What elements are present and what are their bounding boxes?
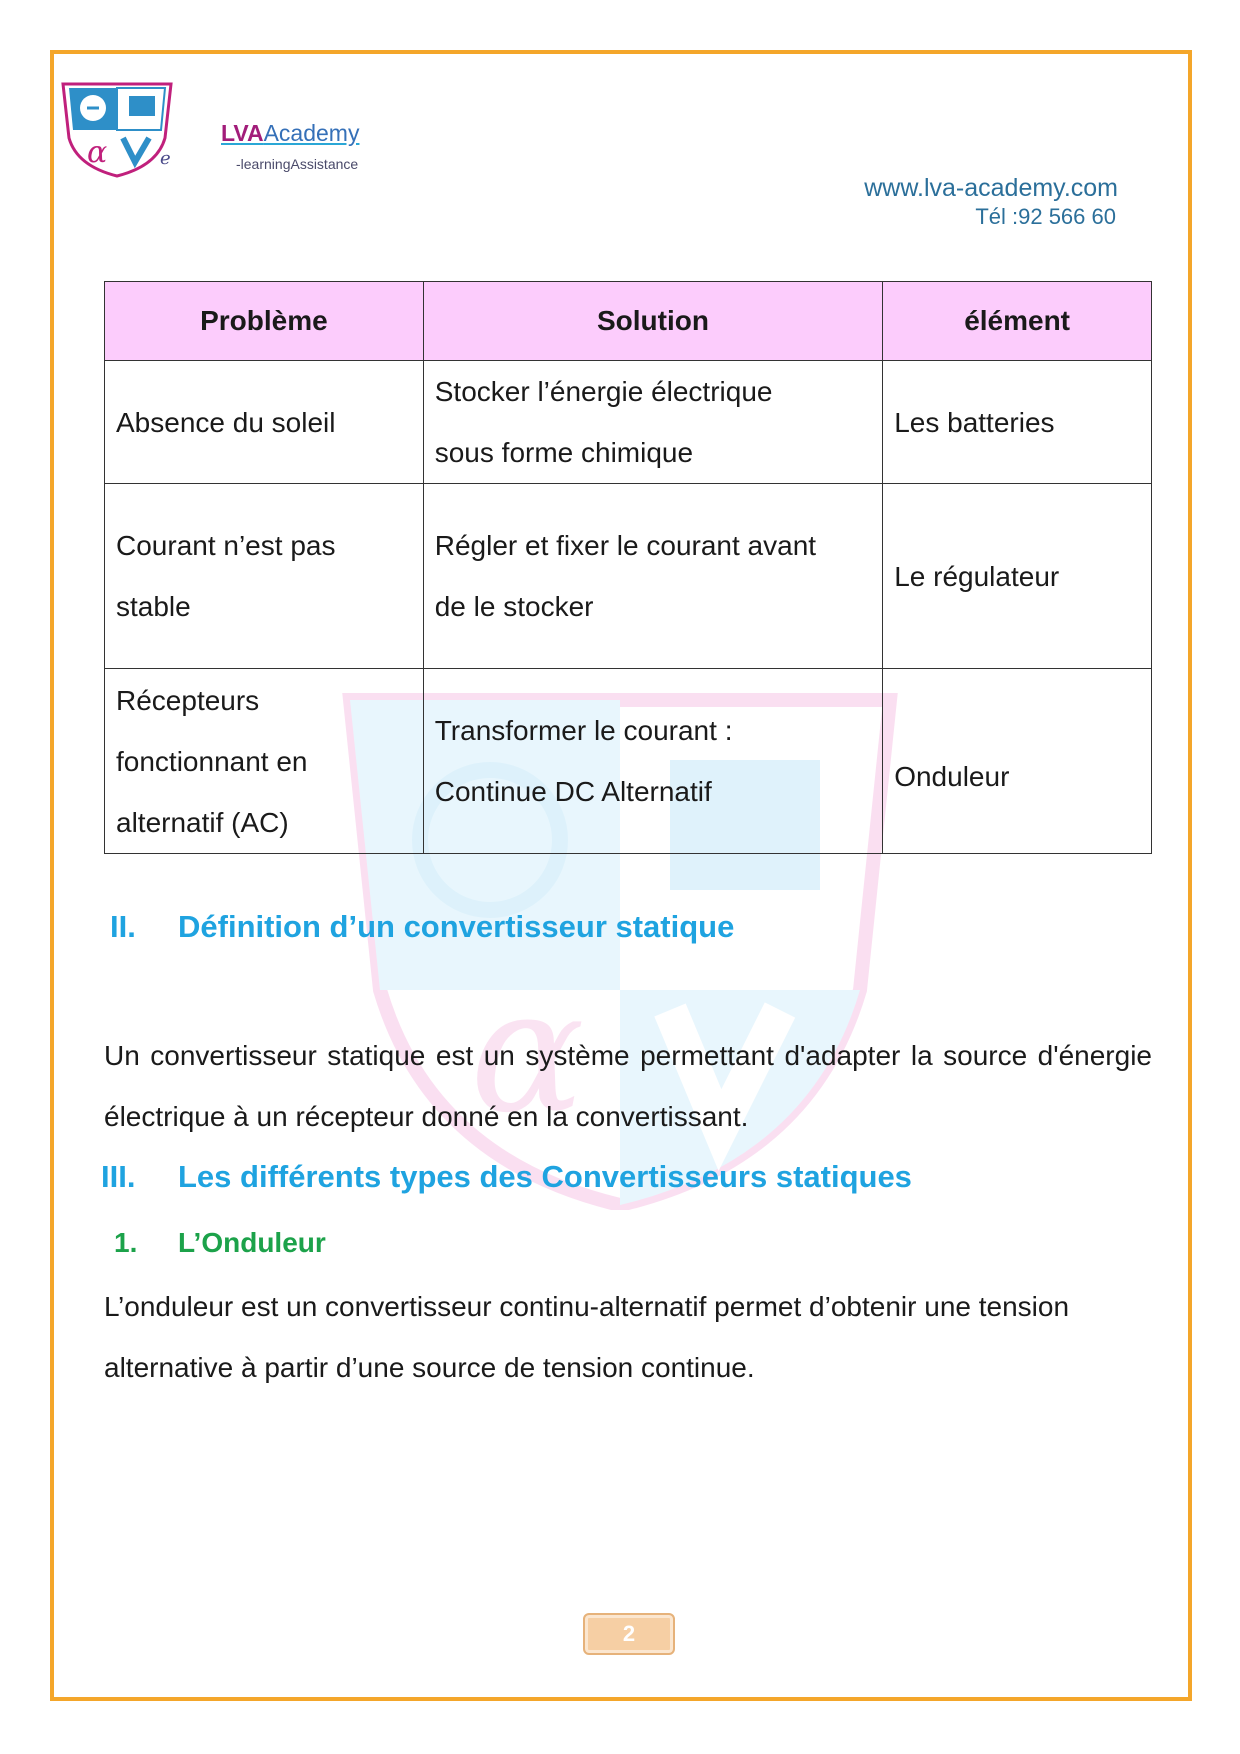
phone-number: Tél :92 566 60: [975, 204, 1116, 229]
table-cell-element: [883, 484, 1152, 669]
table-cell-probleme: [105, 361, 424, 484]
table-cell-solution: [423, 484, 882, 669]
section-title: Définition d’un convertisseur statique: [178, 909, 735, 944]
table-cell-element: [883, 669, 1152, 854]
page-number-badge: 2: [583, 1613, 675, 1655]
table-cell-solution: [423, 669, 882, 854]
onduleur-paragraph: L’onduleur est un convertisseur continu-alternatif permet d’obtenir une tension alternative à partir d’une source de tension continue.: [104, 1291, 1070, 1383]
cell-line: fonctionnant en: [116, 745, 308, 777]
svg-text:α: α: [87, 135, 108, 170]
cell-line: Les batteries: [894, 406, 1055, 438]
table-header-row: [105, 282, 1152, 361]
cell-line: Absence du soleil: [116, 406, 336, 438]
table-row: [105, 669, 1152, 854]
section-ii-paragraph: Un convertisseur statique est un système permettant d'adapter la source d'énergie électrique à un récepteur donné en la convertissant.: [104, 1040, 1152, 1132]
problem-solution-table: [104, 281, 1152, 854]
cell-line: Récepteurs: [116, 684, 260, 716]
table-cell-probleme: [105, 669, 424, 854]
lva-shield-logo: [57, 78, 177, 178]
cell-line: Régler et fixer le courant avant: [434, 530, 817, 561]
brand-name[interactable]: [221, 120, 359, 147]
section-title: Les différents types des Convertisseurs statiques: [178, 1159, 912, 1194]
section-number: II.: [110, 909, 136, 944]
brand-academy: Academy: [263, 120, 360, 146]
cell-line: Onduleur: [894, 760, 1010, 792]
cell-line: Continue DC Alternatif: [434, 776, 712, 807]
cell-line: alternatif (AC): [116, 806, 289, 838]
section-number: III.: [101, 1159, 136, 1194]
logo-letter: e: [160, 148, 171, 169]
cell-line: Transformer le courant :: [434, 715, 733, 746]
table-row: [105, 484, 1152, 669]
table-cell-element: [883, 361, 1152, 484]
table-cell-probleme: [105, 484, 424, 669]
brand-tagline: -learningAssistance: [236, 156, 359, 172]
cell-line: Courant n’est pas: [116, 530, 336, 561]
subsection-title: L’Onduleur: [178, 1227, 326, 1258]
cell-line: Stocker l’énergie électrique: [434, 376, 773, 407]
column-header-solution: Solution: [423, 282, 882, 361]
table-cell-solution: [423, 361, 882, 484]
cell-line: Le régulateur: [894, 560, 1060, 592]
column-header-element: élément: [883, 282, 1152, 361]
cell-line: stable: [116, 591, 191, 622]
website-link[interactable]: www.lva-academy.com: [864, 174, 1118, 202]
table-row: [105, 361, 1152, 484]
svg-text:α: α: [470, 953, 585, 1151]
column-header-probleme: Problème: [105, 282, 424, 361]
cell-line: sous forme chimique: [434, 437, 694, 468]
cell-line: de le stocker: [434, 591, 594, 622]
subsection-number: 1.: [114, 1227, 138, 1258]
brand-lva: LVA: [221, 120, 264, 146]
